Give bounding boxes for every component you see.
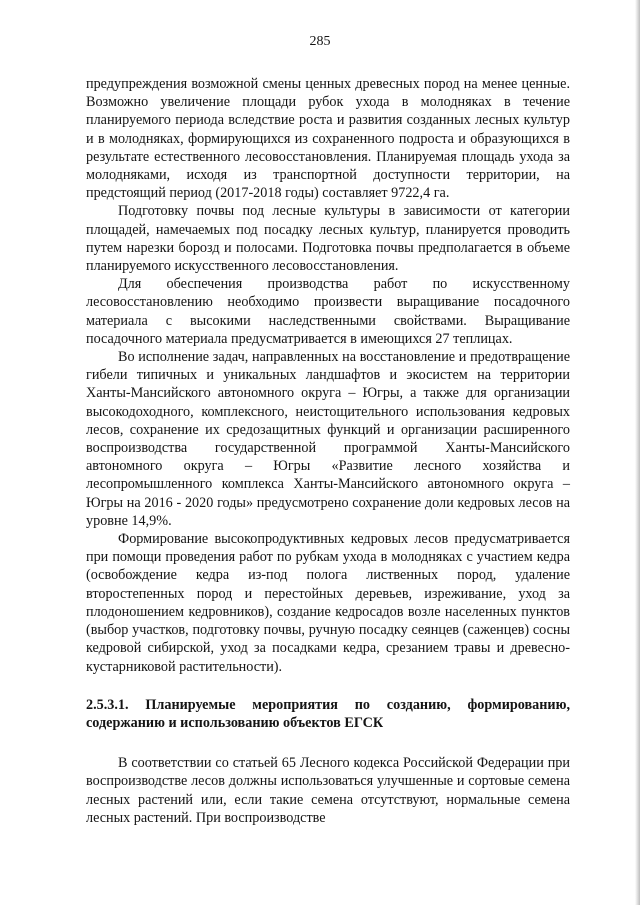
paragraph-cedar-forests-program: Во исполнение задач, направленных на восстановление и предотвращение гибели типичных и уникальных ландшафтов и экосистем на территории Ханты-Мансийского автономного округа – Югры, а также для организации высокодоходного, комплексного, неистощительного использования кедровых лесов, сохранение их средозащитных функций и организации расширенного воспроизводства государственной программой Ханты-Мансийского автономного округа – Югры «Развитие лесного хозяйства и лесопромышленного комплекса Ханты-Мансийского автономного округа – Югры на 2016 - 2020 годы» предусмотрено сохранение доли кедровых лесов на уровне 14,9%. xyxy=(86,349,570,529)
paragraph-continuation: предупреждения возможной смены ценных древесных пород на менее ценные. Возможно увеличение площади рубок ухода в молодняках в течение планируемого периода вследствие роста и развития созданных лесных культур и в молодняках, формирующихся из сохраненного подроста и образующихся в результате естественного лесовосстановления. Планируемая площадь ухода за молодняками, исходя из транспортной доступности территории, на предстоящий период (2017-2018 годы) составляет 9722,4 га. xyxy=(86,76,570,202)
document-body xyxy=(86,75,570,827)
paragraph-forest-code: В соответствии со статьей 65 Лесного кодекса Российской Федерации при воспроизводстве лесов должны использоваться улучшенные и сортовые семена лесных растений или, если такие семена отсутствуют, нормальные семена лесных растений. При воспроизводстве xyxy=(86,755,570,826)
paragraph-soil-preparation: Подготовку почвы под лесные культуры в зависимости от категории площадей, намечаемых под посадку лесных культур, планируется проводить путем нарезки борозд и полосами. Подготовка почвы предполагается в объеме планируемого искусственного лесовосстановления. xyxy=(86,203,570,275)
section-heading: 2.5.3.1. Планируемые мероприятия по созданию, формированию, содержанию и использованию объектов ЕГСК xyxy=(86,696,570,731)
paragraph-cedar-formation: Формирование высокопродуктивных кедровых лесов предусматривается при помощи проведения работ по рубкам ухода в молодняках с участием кедра (освобождение кедра из-под полога лиственных пород, удаление второстепенных пород и перестойных деревьев, изреживание, уход за плодоношением кедровников), создание кедросадов возле населенных пунктов (выбор участков, подготовку почвы, ручную посадку сеянцев (саженцев) сосны кедровой сибирской, уход за посадками кедра, срезанием травы и древесно-кустарниковой растительности). xyxy=(86,531,570,675)
page-number: 285 xyxy=(309,34,331,49)
paragraph-planting-material: Для обеспечения производства работ по искусственному лесовосстановлению необходимо произвести выращивание посадочного материала с высокими наследственными свойствами. Выращивание посадочного материала предусматривается в имеющихся 27 теплицах. xyxy=(86,276,570,347)
scan-edge-shadow xyxy=(635,0,640,905)
